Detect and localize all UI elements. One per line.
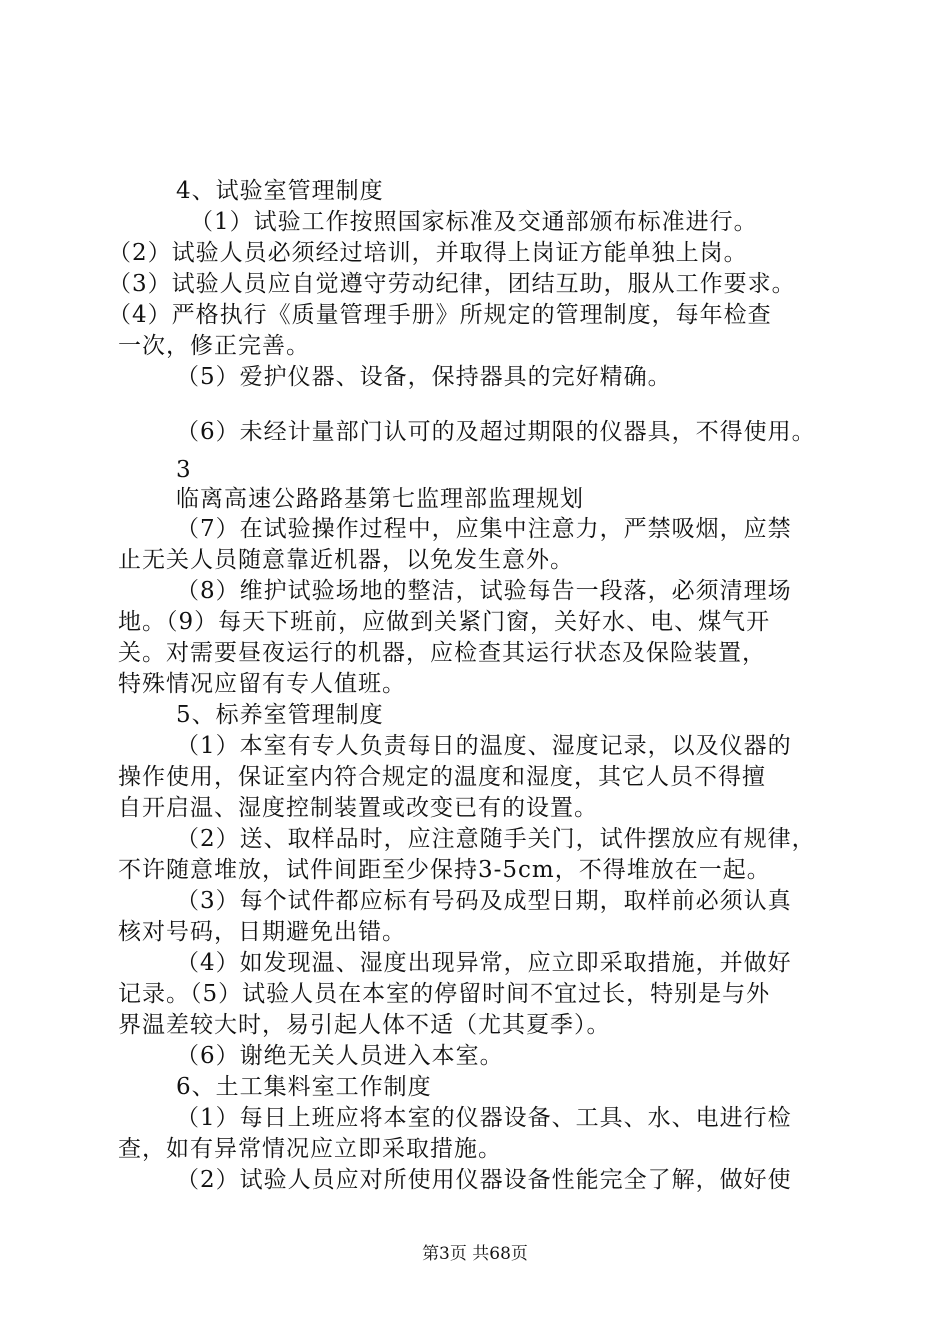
paragraph-line: （4）如发现温、湿度出现异常，应立即采取措施，并做好	[176, 950, 792, 976]
paragraph-line: （1）本室有专人负责每日的温度、湿度记录，以及仪器的	[176, 733, 792, 759]
paragraph-line: 查，如有异常情况应立即采取措施。	[118, 1136, 502, 1162]
section-heading-5: 5、标养室管理制度	[176, 702, 384, 728]
paragraph-line: 地。（9）每天下班前，应做到关紧门窗，关好水、电、煤气开	[118, 609, 771, 635]
paragraph-line: 止无关人员随意靠近机器，以免发生意外。	[118, 547, 574, 573]
paragraph-line: （2）送、取样品时，应注意随手关门，试件摆放应有规律，	[176, 826, 816, 852]
section-heading-4: 4、试验室管理制度	[176, 178, 384, 204]
paragraph-line: 核对号码，日期避免出错。	[118, 919, 406, 945]
paragraph-line: （1）每日上班应将本室的仪器设备、工具、水、电进行检	[176, 1105, 792, 1131]
paragraph-line: （3）试验人员应自觉遵守劳动纪律，团结互助，服从工作要求。	[108, 271, 796, 297]
paragraph-line: 操作使用，保证室内符合规定的温度和湿度，其它人员不得擅	[118, 764, 766, 790]
paragraph-line: （1）试验工作按照国家标准及交通部颁布标准进行。	[190, 209, 758, 235]
paragraph-line: （3）每个试件都应标有号码及成型日期，取样前必须认真	[176, 888, 792, 914]
paragraph-line: 记录。（5）试验人员在本室的停留时间不宜过长，特别是与外	[118, 981, 771, 1007]
paragraph-line: 自开启温、湿度控制装置或改变已有的设置。	[118, 795, 598, 821]
paragraph-line: （4）严格执行《质量管理手册》所规定的管理制度，每年检查	[108, 302, 772, 328]
paragraph-line: 界温差较大时，易引起人体不适（尤其夏季）。	[118, 1012, 611, 1038]
running-header: 临离高速公路路基第七监理部监理规划	[176, 486, 584, 512]
paragraph-line: （6）未经计量部门认可的及超过期限的仪器具，不得使用。	[176, 419, 816, 445]
page-footer: 第3页 共68页	[422, 1244, 528, 1264]
paragraph-line: 不许随意堆放，试件间距至少保持3-5cm，不得堆放在一起。	[118, 857, 771, 883]
paragraph-line: （7）在试验操作过程中，应集中注意力，严禁吸烟，应禁	[176, 516, 792, 542]
paragraph-line: （2）试验人员应对所使用仪器设备性能完全了解，做好使	[176, 1167, 792, 1193]
paragraph-line: （6）谢绝无关人员进入本室。	[176, 1043, 504, 1069]
paragraph-line: （8）维护试验场地的整洁，试验每告一段落，必须清理场	[176, 578, 792, 604]
paragraph-line: 特殊情况应留有专人值班。	[118, 671, 406, 697]
paragraph-line: 关。对需要昼夜运行的机器，应检查其运行状态及保险装置，	[118, 640, 766, 666]
paragraph-line: 一次，修正完善。	[118, 333, 310, 359]
section-heading-6: 6、土工集料室工作制度	[176, 1074, 432, 1100]
paragraph-line: （5）爱护仪器、设备，保持器具的完好精确。	[176, 364, 672, 390]
inline-page-number: 3	[176, 457, 192, 483]
paragraph-line: （2）试验人员必须经过培训，并取得上岗证方能单独上岗。	[108, 240, 748, 266]
